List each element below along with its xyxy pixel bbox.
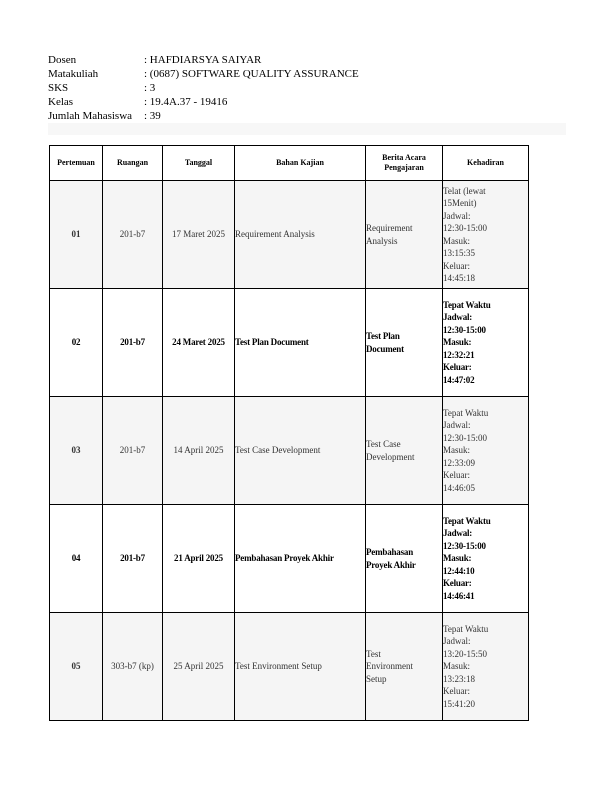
cell-ruangan: 303-b7 (kp) [103, 613, 163, 721]
info-row-dosen [48, 53, 568, 67]
info-value: : 39 [144, 110, 161, 122]
table-row [50, 289, 529, 397]
text-line: Tepat Waktu [443, 407, 489, 418]
cell-berita-acara [366, 613, 443, 721]
divider-band [48, 123, 566, 135]
text-line: Keluar: [443, 362, 472, 373]
cell-tanggal: 17 Maret 2025 [163, 181, 235, 289]
cell-kehadiran [443, 397, 529, 505]
text-line: 14:45:18 [443, 273, 476, 283]
info-row-jumlah-mahasiswa [48, 109, 568, 123]
text-line: 15Menit) [443, 198, 477, 208]
cell-pertemuan: 05 [50, 613, 103, 721]
text-line: Jadwal: [443, 312, 473, 323]
text-line: Tepat Waktu [443, 623, 489, 634]
cell-tanggal: 21 April 2025 [163, 505, 235, 613]
column-header-pertemuan: Pertemuan [50, 146, 103, 181]
cell-pertemuan: 04 [50, 505, 103, 613]
text-line: 12:32:21 [443, 349, 475, 360]
text-line: Tepat Waktu [443, 299, 491, 310]
text-line: 13:20-15:50 [443, 648, 487, 659]
column-header-berita-acara [366, 146, 443, 181]
info-value: : HAFDIARSYA SAIYAR [144, 54, 262, 66]
cell-kehadiran [443, 289, 529, 397]
text-line: Development [366, 451, 415, 462]
cell-kehadiran [443, 613, 529, 721]
text-line: Test Case [366, 439, 401, 449]
table-row [50, 613, 529, 721]
cell-berita-acara [366, 181, 443, 289]
cell-berita-acara [366, 397, 443, 505]
text-line: Telat (lewat [443, 185, 486, 196]
cell-kehadiran [443, 505, 529, 613]
cell-tanggal: 25 April 2025 [163, 613, 235, 721]
text-line: 15:41:20 [443, 698, 476, 709]
cell-bahan-kajian: Test Case Development [235, 397, 366, 505]
info-row-kelas [48, 95, 568, 109]
column-header-kehadiran: Kehadiran [443, 146, 529, 181]
cell-pertemuan: 03 [50, 397, 103, 505]
cell-pertemuan: 02 [50, 289, 103, 397]
text-line: 12:44:10 [443, 565, 475, 576]
text-line: Jadwal: [443, 636, 471, 647]
text-line: Pembahasan [366, 547, 414, 557]
course-info [48, 53, 568, 123]
info-value: : 3 [144, 82, 156, 94]
table-row [50, 397, 529, 505]
text-line: Masuk: [443, 553, 472, 564]
text-line: Keluar: [443, 578, 472, 589]
text-line: Tepat Waktu [443, 515, 491, 526]
info-label: Kelas [48, 96, 74, 108]
text-line: Masuk: [443, 445, 470, 456]
info-value: : 19.4A.37 - 19416 [144, 96, 228, 108]
info-label: Dosen [48, 54, 77, 66]
text-line: 12:30-15:00 [443, 432, 487, 443]
info-value: : (0687) SOFTWARE QUALITY ASSURANCE [144, 68, 359, 80]
text-line: Environment [366, 661, 413, 672]
text-line: Requirement [366, 223, 413, 233]
cell-bahan-kajian: Pembahasan Proyek Akhir [235, 505, 366, 613]
text-line: Keluar: [443, 470, 470, 481]
text-line: 13:15:35 [443, 248, 476, 258]
cell-tanggal: 14 April 2025 [163, 397, 235, 505]
column-header-bahan-kajian: Bahan Kajian [235, 146, 366, 181]
text-line: Analysis [366, 235, 398, 246]
cell-berita-acara [366, 505, 443, 613]
table-row [50, 181, 529, 289]
header-line: Pengajaran [384, 163, 424, 172]
text-line: 12:30-15:00 [443, 223, 487, 233]
column-header-ruangan: Ruangan [103, 146, 163, 181]
text-line: 12:30-15:00 [443, 324, 486, 335]
attendance-table [49, 145, 529, 721]
text-line: Masuk: [443, 337, 472, 348]
text-line: Proyek Akhir [366, 559, 416, 570]
header-line: Berita Acara [382, 153, 426, 162]
text-line: Keluar: [443, 686, 470, 697]
text-line: Jadwal: [443, 528, 473, 539]
cell-ruangan: 201-b7 [103, 505, 163, 613]
table-header-row [50, 146, 529, 181]
text-line: 12:30-15:00 [443, 540, 486, 551]
text-line: 14:46:05 [443, 482, 476, 493]
text-line: Jadwal: [443, 420, 471, 431]
text-line: Test Plan [366, 331, 400, 341]
cell-ruangan: 201-b7 [103, 181, 163, 289]
column-header-tanggal: Tanggal [163, 146, 235, 181]
cell-ruangan: 201-b7 [103, 397, 163, 505]
table-row [50, 505, 529, 613]
text-line: 14:46:41 [443, 590, 475, 601]
info-label: Jumlah Mahasiswa [48, 110, 133, 122]
text-line: 13:23:18 [443, 673, 476, 684]
cell-pertemuan: 01 [50, 181, 103, 289]
cell-bahan-kajian: Requirement Analysis [235, 181, 366, 289]
cell-berita-acara [366, 289, 443, 397]
text-line: Test [366, 648, 381, 659]
text-line: Keluar: [443, 260, 470, 271]
text-line: Masuk: [443, 235, 470, 246]
cell-tanggal: 24 Maret 2025 [163, 289, 235, 397]
cell-kehadiran [443, 181, 529, 289]
cell-bahan-kajian: Test Environment Setup [235, 613, 366, 721]
text-line: 12:33:09 [443, 457, 476, 468]
text-line: 14:47:02 [443, 374, 475, 385]
info-row-sks [48, 81, 568, 95]
info-row-matakuliah [48, 67, 568, 81]
info-label: Matakuliah [48, 68, 99, 80]
cell-bahan-kajian: Test Plan Document [235, 289, 366, 397]
text-line: Masuk: [443, 661, 470, 672]
text-line: Setup [366, 673, 387, 684]
text-line: Document [366, 343, 404, 354]
text-line: Jadwal: [443, 210, 471, 221]
cell-ruangan: 201-b7 [103, 289, 163, 397]
info-label: SKS [48, 82, 69, 94]
